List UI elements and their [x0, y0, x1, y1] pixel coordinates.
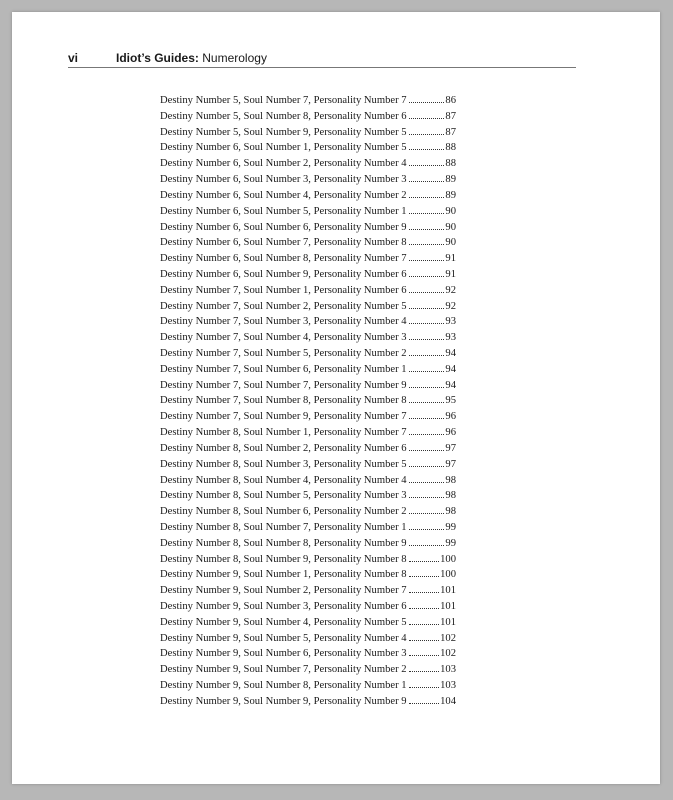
toc-entry-page-number: 102 [440, 648, 456, 660]
toc-entry-title: Destiny Number 6, Soul Number 7, Personality Number 8 [160, 237, 407, 249]
toc-entry[interactable] [160, 283, 456, 299]
toc-entry[interactable] [160, 251, 456, 267]
toc-entry-title: Destiny Number 6, Soul Number 1, Personality Number 5 [160, 142, 407, 154]
toc-entry-page-number: 88 [445, 158, 456, 170]
dot-leader [409, 339, 445, 340]
dot-leader [409, 402, 445, 403]
toc-entry[interactable] [160, 536, 456, 552]
dot-leader [409, 229, 445, 230]
toc-entry-page-number: 104 [440, 695, 456, 707]
toc-entry[interactable] [160, 631, 456, 647]
toc-entry-page-number: 87 [445, 110, 456, 122]
toc-entry-page-number: 95 [445, 395, 456, 407]
toc-entry-title: Destiny Number 9, Soul Number 1, Personality Number 8 [160, 569, 407, 581]
toc-entry-title: Destiny Number 7, Soul Number 4, Personality Number 3 [160, 332, 407, 344]
dot-leader [409, 276, 445, 277]
dot-leader [409, 529, 445, 530]
dot-leader [409, 165, 445, 166]
toc-entry-title: Destiny Number 8, Soul Number 3, Personality Number 5 [160, 458, 407, 470]
toc-entry-title: Destiny Number 8, Soul Number 2, Personality Number 6 [160, 442, 407, 454]
toc-entry-page-number: 91 [445, 268, 456, 280]
dot-leader [409, 134, 445, 135]
toc-entry-title: Destiny Number 7, Soul Number 1, Personality Number 6 [160, 284, 407, 296]
toc-entry-title: Destiny Number 8, Soul Number 8, Personality Number 9 [160, 537, 407, 549]
toc-entry-page-number: 92 [445, 284, 456, 296]
toc-entry-title: Destiny Number 7, Soul Number 5, Personality Number 2 [160, 348, 407, 359]
toc-entry[interactable] [160, 425, 456, 441]
dot-leader [409, 576, 440, 577]
toc-entry-title: Destiny Number 9, Soul Number 2, Personality Number 7 [160, 585, 407, 597]
dot-leader [409, 545, 445, 546]
page-folio: vi [68, 51, 79, 65]
toc-entry[interactable] [160, 125, 456, 141]
toc-entry-title: Destiny Number 6, Soul Number 9, Personality Number 6 [160, 268, 407, 280]
dot-leader [409, 624, 440, 625]
toc-entry-page-number: 99 [445, 521, 456, 533]
toc-entry-page-number: 91 [445, 253, 456, 265]
toc-entry[interactable] [160, 220, 456, 236]
toc-entry-page-number: 94 [445, 379, 456, 391]
toc-entry-page-number: 92 [445, 300, 456, 312]
dot-leader [409, 450, 445, 451]
toc-entry-title: Destiny Number 7, Soul Number 8, Personality Number 8 [160, 395, 407, 407]
toc-entry-title: Destiny Number 9, Soul Number 4, Personality Number 5 [160, 616, 407, 628]
dot-leader [409, 308, 445, 309]
dot-leader [409, 197, 445, 198]
toc-entry[interactable] [160, 678, 456, 694]
toc-entry-title: Destiny Number 6, Soul Number 4, Personality Number 2 [160, 189, 407, 201]
running-title [116, 51, 267, 65]
toc-entry-title: Destiny Number 5, Soul Number 7, Personality Number 7 [160, 95, 407, 106]
toc-entry-page-number: 99 [445, 537, 456, 549]
dot-leader [409, 482, 445, 483]
table-of-contents [160, 93, 456, 710]
toc-entry[interactable] [160, 378, 456, 394]
toc-entry[interactable] [160, 615, 456, 631]
toc-entry[interactable] [160, 504, 456, 520]
toc-entry[interactable] [160, 520, 456, 536]
dot-leader [409, 513, 445, 514]
toc-entry-page-number: 103 [440, 664, 456, 676]
toc-entry[interactable] [160, 393, 456, 409]
dot-leader [409, 592, 440, 593]
toc-entry-title: Destiny Number 8, Soul Number 5, Personality Number 3 [160, 490, 407, 502]
toc-entry[interactable] [160, 140, 456, 156]
toc-entry[interactable] [160, 172, 456, 188]
toc-entry-title: Destiny Number 6, Soul Number 2, Personality Number 4 [160, 158, 407, 170]
toc-entry-title: Destiny Number 9, Soul Number 3, Personality Number 6 [160, 601, 407, 612]
toc-entry[interactable] [160, 662, 456, 678]
toc-entry-page-number: 93 [445, 316, 456, 328]
toc-entry-page-number: 89 [445, 174, 456, 186]
toc-entry-title: Destiny Number 6, Soul Number 3, Personality Number 3 [160, 174, 407, 186]
dot-leader [409, 671, 440, 672]
toc-entry[interactable] [160, 93, 456, 109]
dot-leader [409, 687, 440, 688]
toc-entry[interactable] [160, 299, 456, 315]
toc-entry-title: Destiny Number 7, Soul Number 3, Personality Number 4 [160, 316, 407, 328]
dot-leader [409, 655, 440, 656]
toc-entry-page-number: 93 [445, 332, 456, 344]
dot-leader [409, 466, 445, 467]
toc-entry-title: Destiny Number 7, Soul Number 7, Personality Number 9 [160, 379, 407, 391]
toc-entry-title: Destiny Number 5, Soul Number 8, Personality Number 6 [160, 110, 407, 122]
dot-leader [409, 323, 445, 324]
toc-entry-page-number: 98 [445, 490, 456, 502]
toc-entry[interactable] [160, 457, 456, 473]
toc-entry[interactable] [160, 346, 456, 362]
toc-entry[interactable] [160, 552, 456, 568]
toc-entry[interactable] [160, 488, 456, 504]
toc-entry-title: Destiny Number 8, Soul Number 4, Personality Number 4 [160, 474, 407, 486]
toc-entry[interactable] [160, 109, 456, 125]
dot-leader [409, 371, 445, 372]
toc-entry[interactable] [160, 156, 456, 172]
toc-entry[interactable] [160, 694, 456, 710]
toc-entry-page-number: 97 [445, 458, 456, 470]
toc-entry[interactable] [160, 567, 456, 583]
toc-entry-page-number: 101 [440, 601, 456, 612]
toc-entry-page-number: 86 [445, 95, 456, 106]
dot-leader [409, 149, 445, 150]
toc-entry[interactable] [160, 583, 456, 599]
toc-entry-page-number: 102 [440, 632, 456, 644]
running-header [68, 50, 576, 68]
toc-entry-title: Destiny Number 5, Soul Number 9, Personality Number 5 [160, 126, 407, 138]
toc-entry-page-number: 98 [445, 474, 456, 486]
toc-entry-title: Destiny Number 8, Soul Number 7, Personality Number 1 [160, 521, 407, 533]
toc-entry[interactable] [160, 267, 456, 283]
toc-entry-page-number: 101 [440, 585, 456, 597]
toc-entry-title: Destiny Number 9, Soul Number 5, Personality Number 4 [160, 632, 407, 644]
dot-leader [409, 434, 445, 435]
toc-entry-page-number: 94 [445, 348, 456, 359]
toc-entry-page-number: 90 [445, 221, 456, 233]
dot-leader [409, 561, 440, 562]
toc-entry[interactable] [160, 235, 456, 251]
toc-entry-title: Destiny Number 8, Soul Number 6, Personality Number 2 [160, 506, 407, 518]
dot-leader [409, 418, 445, 419]
toc-entry-page-number: 94 [445, 363, 456, 375]
toc-entry[interactable] [160, 409, 456, 425]
toc-entry[interactable] [160, 204, 456, 220]
dot-leader [409, 355, 445, 356]
toc-entry[interactable] [160, 314, 456, 330]
dot-leader [409, 640, 440, 641]
toc-entry-page-number: 100 [440, 553, 456, 565]
toc-entry-page-number: 103 [440, 680, 456, 692]
dot-leader [409, 703, 440, 704]
toc-entry-page-number: 87 [445, 126, 456, 138]
toc-entry[interactable] [160, 646, 456, 662]
toc-entry[interactable] [160, 441, 456, 457]
toc-entry[interactable] [160, 473, 456, 489]
dot-leader [409, 608, 440, 609]
toc-entry[interactable] [160, 362, 456, 378]
toc-entry-title: Destiny Number 9, Soul Number 7, Personality Number 2 [160, 664, 407, 676]
dot-leader [409, 497, 445, 498]
dot-leader [409, 102, 445, 103]
book-subject: Numerology [202, 51, 267, 65]
toc-entry-page-number: 96 [445, 411, 456, 423]
dot-leader [409, 118, 445, 119]
toc-entry[interactable] [160, 599, 456, 615]
toc-entry-title: Destiny Number 6, Soul Number 5, Personality Number 1 [160, 205, 407, 217]
dot-leader [409, 387, 445, 388]
toc-entry-title: Destiny Number 6, Soul Number 6, Personality Number 9 [160, 221, 407, 233]
dot-leader [409, 292, 445, 293]
dot-leader [409, 181, 445, 182]
toc-entry-title: Destiny Number 8, Soul Number 1, Personality Number 7 [160, 427, 407, 439]
toc-entry-title: Destiny Number 9, Soul Number 9, Personality Number 9 [160, 695, 407, 707]
toc-entry[interactable] [160, 188, 456, 204]
dot-leader [409, 213, 445, 214]
toc-entry-page-number: 90 [445, 237, 456, 249]
toc-entry-title: Destiny Number 9, Soul Number 6, Personality Number 3 [160, 648, 407, 660]
toc-entry-page-number: 98 [445, 506, 456, 518]
toc-entry-title: Destiny Number 8, Soul Number 9, Personality Number 8 [160, 553, 407, 565]
toc-entry-title: Destiny Number 7, Soul Number 2, Personality Number 5 [160, 300, 407, 312]
toc-entry-page-number: 89 [445, 189, 456, 201]
dot-leader [409, 244, 445, 245]
book-brand: Idiot’s Guides: [116, 51, 199, 65]
toc-entry[interactable] [160, 330, 456, 346]
toc-entry-page-number: 88 [445, 142, 456, 154]
toc-entry-page-number: 97 [445, 442, 456, 454]
dot-leader [409, 260, 445, 261]
toc-entry-title: Destiny Number 9, Soul Number 8, Personality Number 1 [160, 680, 407, 692]
toc-entry-page-number: 90 [445, 205, 456, 217]
toc-entry-title: Destiny Number 7, Soul Number 9, Personality Number 7 [160, 411, 407, 423]
toc-entry-title: Destiny Number 6, Soul Number 8, Personality Number 7 [160, 253, 407, 265]
document-page [12, 12, 660, 784]
toc-entry-page-number: 101 [440, 616, 456, 628]
toc-entry-page-number: 96 [445, 427, 456, 439]
toc-entry-page-number: 100 [440, 569, 456, 581]
toc-entry-title: Destiny Number 7, Soul Number 6, Personality Number 1 [160, 363, 407, 375]
